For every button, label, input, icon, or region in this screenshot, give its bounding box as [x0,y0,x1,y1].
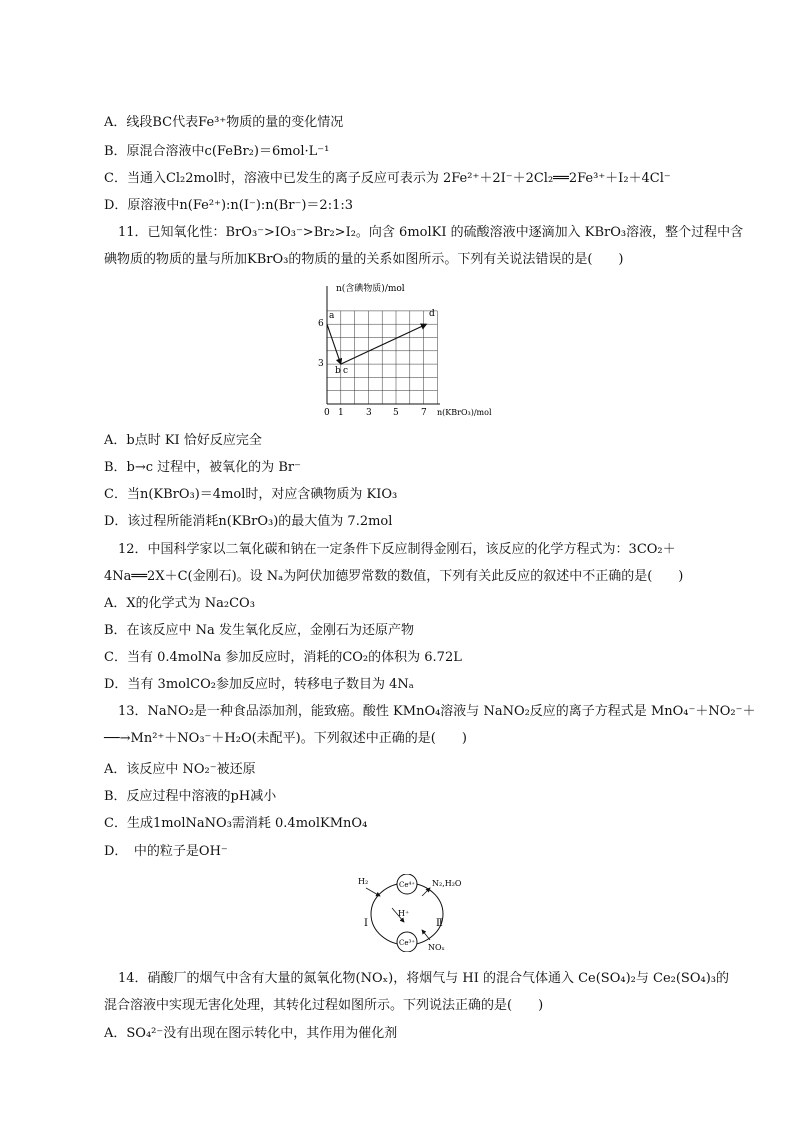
x-tick-1: 1 [338,408,344,418]
y-tick-6: 6 [318,319,324,329]
line-q13-A: A．该反应中 NO₂⁻被还原 [104,762,256,777]
line-q14-A: A．SO₄²⁻没有出现在图示转化中，其作用为催化剂 [104,1026,398,1041]
stage-2-label: Ⅱ [436,918,443,929]
line-q13-C: C．生成1molNaNO₃需消耗 0.4molKMnO₄ [104,816,368,831]
n2-arrow [422,888,430,896]
line-q13-B: B．反应过程中溶液的pH减小 [104,789,277,804]
y-tick-3: 3 [318,359,324,369]
nox-arrow [422,930,430,940]
point-label-d: d [429,309,435,319]
q12-stem-1: 12．中国科学家以二氧化碳和钠在一定条件下反应制得金刚石，该反应的化学方程式为：3CO₂＋ [118,542,676,557]
ce4-label: Ce⁴⁺ [399,881,415,889]
ce-cycle-diagram [352,874,472,952]
line-q11-D: D．该过程所能消耗n(KBrO₃)的最大值为 7.2mol [104,514,393,529]
h-plus-label: H⁺ [398,909,410,918]
point-label-a: a [329,311,335,321]
iodine-chart [312,282,512,422]
point-label-c: c [343,366,349,376]
chart-xlabel: n(KBrO₃)/mol [437,408,492,417]
line-q12-D: D．当有 3molCO₂参加反应时，转移电子数目为 4Nₐ [104,677,414,692]
x-tick-7: 7 [421,408,427,418]
line-q13-D: D． 中的粒子是OH⁻ [104,844,228,859]
line-q10-A: A．线段BC代表Fe³⁺物质的量的变化情况 [104,115,344,130]
q11-stem-2: 碘物质的物质的量与所加KBrO₃的物质的量的关系如图所示。下列有关说法错误的是( ) [104,252,624,267]
line-q10-C: C．当通入Cl₂2mol时，溶液中已发生的离子反应可表示为 2Fe²⁺＋2I⁻＋2Cl₂══2Fe³⁺＋I₂＋4Cl⁻ [104,171,671,186]
line-q12-B: B．在该反应中 Na 发生氧化反应，金刚石为还原产物 [104,623,414,638]
line-q12-A: A．X的化学式为 Na₂CO₃ [104,596,255,611]
q11-stem-1: 11．已知氧化性：BrO₃⁻>IO₃⁻>Br₂>I₂。向含 6molKI 的硫酸溶液中逐滴加入 KBrO₃溶液，整个过程中含 [118,225,744,240]
q13-stem-2: ──→Mn²⁺＋NO₃⁻＋H₂O(未配平)。下列叙述中正确的是( ) [104,731,467,746]
line-q12-C: C．当有 0.4molNa 参加反应时，消耗的CO₂的体积为 6.72L [104,650,462,665]
x-tick-5: 5 [393,408,399,418]
chart-lines [327,324,426,364]
x-tick-3: 3 [366,408,372,418]
q12-stem-2: 4Na══2X＋C(金刚石)。设 Nₐ为阿伏加德罗常数的数值，下列有关此反应的叙述中不正确的是( ) [104,569,684,584]
n2-label: N₂,H₂O [432,879,462,888]
ce3-label: Ce³⁺ [399,939,415,947]
line-q11-A: A．b点时 KI 恰好反应完全 [104,433,262,448]
chart-grid [327,286,440,404]
stage-1-label: Ⅰ [364,918,368,929]
line-q11-B: B．b→c 过程中，被氧化的为 Br⁻ [104,460,301,475]
line-q11-C: C．当n(KBrO₃)＝4mol时，对应含碘物质为 KIO₃ [104,487,398,502]
q14-stem-1: 14．硝酸厂的烟气中含有大量的氮氧化物(NOₓ)，将烟气与 HI 的混合气体通入 Ce(SO₄)₂与 Ce₂(SO₄)₃的 [118,971,729,986]
point-label-b: b [335,366,341,376]
h2-label: H₂ [358,877,369,886]
series-line-1 [341,324,427,364]
q13-stem-1: 13．NaNO₂是一种食品添加剂，能致癌。酸性 KMnO₄溶液与 NaNO₂反应的离子方程式是 MnO₄⁻＋NO₂⁻＋ [118,704,756,719]
h2-arrow [366,888,380,896]
line-q10-D: D．原溶液中n(Fe²⁺):n(I⁻):n(Br⁻)＝2:1:3 [104,198,354,213]
x-tick-0: 0 [324,408,330,418]
nox-label: NOₓ [428,943,445,952]
q14-stem-2: 混合溶液中实现无害化处理，其转化过程如图所示。下列说法正确的是( ) [104,998,544,1013]
series-line-0 [327,324,341,364]
chart-ylabel: n(含碘物质)/mol [336,284,405,294]
line-q10-B: B．原混合溶液中c(FeBr₂)＝6mol·L⁻¹ [104,144,330,159]
